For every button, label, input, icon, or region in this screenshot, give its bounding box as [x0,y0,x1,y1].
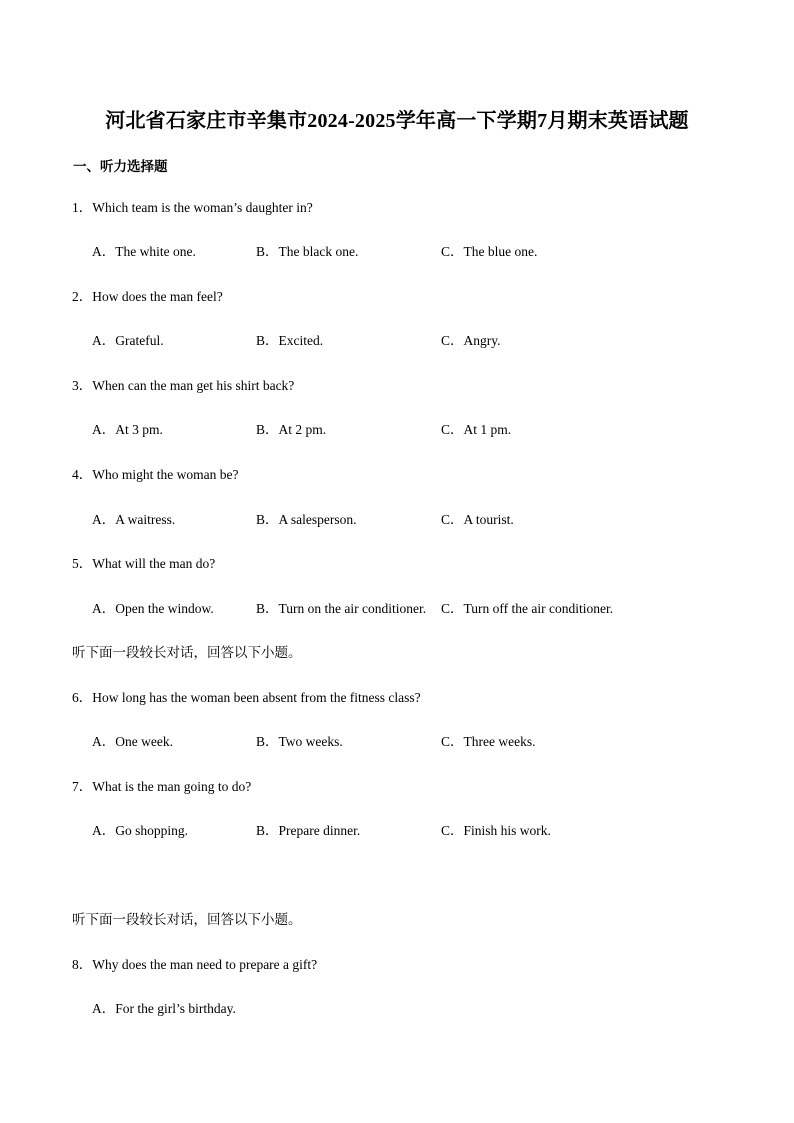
question-6 [72,686,421,706]
option-c: C．The blue one. [441,244,538,259]
option-c: C．Three weeks. [441,734,536,749]
option-b: B．A salesperson. [256,512,357,527]
question-text: When can the man get his shirt back? [92,378,295,393]
option-b: B．Excited. [256,333,324,348]
option-b: B．Turn on the air conditioner. [256,601,427,616]
question-number: 1． [72,200,93,215]
question-text: How does the man feel? [92,289,223,304]
option-c: C．A tourist. [441,512,514,527]
option-a: A．At 3 pm. [92,422,163,437]
option-a: A．One week. [92,734,173,749]
option-c: C．Turn off the air conditioner. [441,601,614,616]
option-c: C．Finish his work. [441,823,551,838]
question-text: Which team is the woman’s daughter in? [92,200,313,215]
option-a: A．Go shopping. [92,823,189,838]
option-c: C．Angry. [441,333,501,348]
option-b: B．The black one. [256,244,359,259]
question-number: 3． [72,378,93,393]
question-number: 2． [72,289,93,304]
question-3 [72,374,294,394]
instruction-text: 听下面一段较长对话，回答以下小题。 [72,645,302,660]
section-heading: 一、听力选择题 [73,159,168,174]
question-8 [72,953,317,973]
question-text: How long has the woman been absent from the fitness class? [92,690,421,705]
question-4 [72,463,238,483]
question-7 [72,775,251,795]
question-text: Who might the woman be? [92,467,239,482]
option-a: A．Grateful. [92,333,164,348]
document-title: 河北省石家庄市辛集市2024-2025学年高一下学期7月期末英语试题 [105,110,689,132]
option-b: B．Prepare dinner. [256,823,361,838]
question-text: What will the man do? [92,556,216,571]
question-number: 4． [72,467,93,482]
question-5 [72,552,215,572]
question-number: 5． [72,556,93,571]
option-b: B．At 2 pm. [256,422,327,437]
question-number: 6． [72,690,93,705]
question-number: 8． [72,957,93,972]
question-text: Why does the man need to prepare a gift? [92,957,318,972]
option-a: A．Open the window. [92,601,214,616]
instruction-text: 听下面一段较长对话，回答以下小题。 [72,912,302,927]
option-b: B．Two weeks. [256,734,343,749]
question-number: 7． [72,779,93,794]
option-a: A．The white one. [92,244,196,259]
question-text: What is the man going to do? [92,779,252,794]
question-2 [72,285,223,305]
question-1 [72,196,313,216]
option-c: C．At 1 pm. [441,422,512,437]
option-a: A．For the girl’s birthday. [92,1001,236,1016]
option-a: A．A waitress. [92,512,176,527]
